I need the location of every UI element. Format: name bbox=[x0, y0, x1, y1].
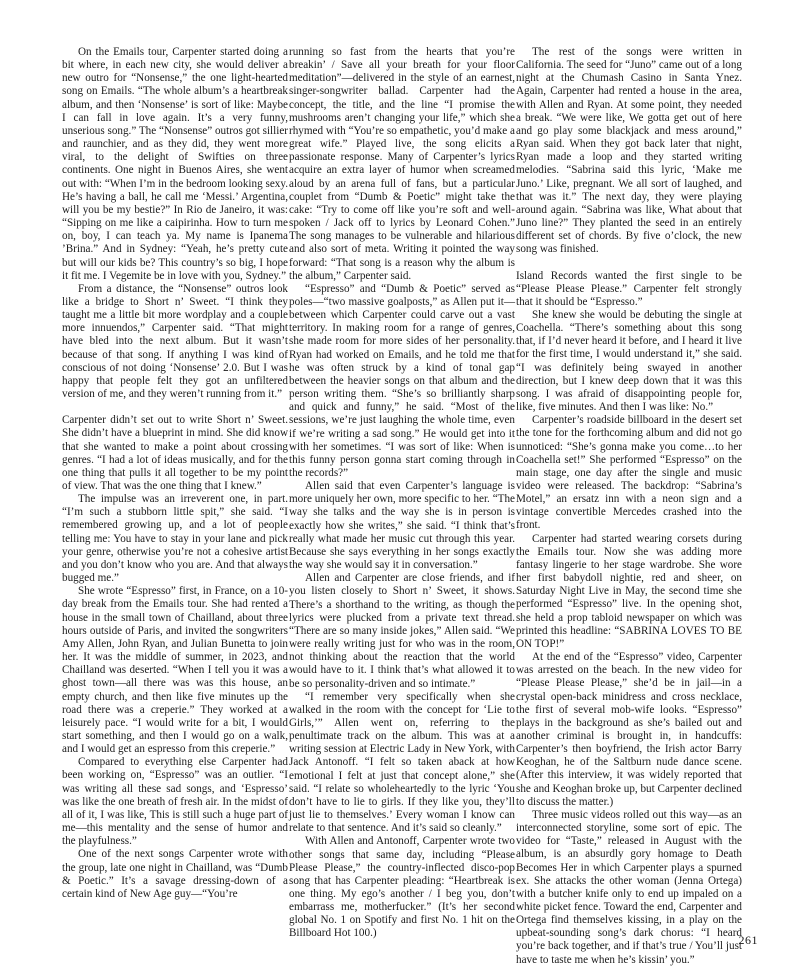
paragraph: The impulse was an irreverent one, in part. “I’m such a stubborn little spit,” she said. “I remembered growing up, and a lot of people telling me: You have to stay in your lane and pick your genre, otherwise you’re not a cohesive artist and you don’t know who you are. And that always bugged me.” bbox=[62, 493, 288, 585]
paragraph: “I remember very specifically when she walked in the room with the concept for ‘Lie to Girls,’” Allen went on, referring to the penultimate track on the album. This was at a writing session at Electric Lady in New York, with Jack Antonoff. “I felt so taken aback at how emotional I felt at just that concept alone,” she said. “I relate so wholeheartedly to the lyric ‘You don’t have to lie to girls. If they like you, they’ll just lie to themselves.’ Every woman I know can relate to that sentence. And it’s said so cleanly.” bbox=[289, 690, 515, 835]
paragraph: She wrote “Espresso” first, in France, on a 10-day break from the Emails tour. She had rented a house in the small town of Chailland, about three hours outside of Paris, and invited the songwriters Amy Allen, John Ryan, and Julian Bunetta to join her. It was the middle of summer, in 2023, and Chailland was deserted. “When I tell you it was a ghost town—all there was was this house, an empty church, and then like five minutes up the road there was a creperie.” They worked at a leisurely pace. “I would write for a bit, I would start something, and then I would go on a walk, and I would get an espresso from this creperie.” bbox=[62, 585, 288, 756]
paragraph: Island Records wanted the first single to be “Please Please Please.” Carpenter felt strongly that it should be “Espresso.” bbox=[516, 269, 742, 308]
page-number: 261 bbox=[738, 933, 758, 947]
paragraph: On the Emails tour, Carpenter started doing a bit where, in each new city, she would deliver a new outro for “Nonsense,” the one light-hearted song on Emails. “The whole album’s a heartbreak album, and then ‘Nonsense’ is sort of like: Maybe I can fall in love again. It’s a very funny, unserious song.” The “Nonsense” outros got sillier and raunchier, and as they did, they went more viral, to the delight of Swifties on three continents. One night in Buenos Aires, she went out with: “When I’m in the bedroom looking sexy. He’s having a ball, he call me ‘Messi.’ Argentina, will you be my bestie?” In Rio de Janeiro, it was: “Sipping on me like a caipirinha. How to turn me on, boy, I can teach ya. My name is Ipanema ’Brina.” And in Sydney: “Yeah, he’s pretty cute but will our kids be? This country’s so big, I hope it fit me. I Vegemite be in love with you, Sydney.” bbox=[62, 46, 288, 282]
paragraph: From a distance, the “Nonsense” outros look like a bridge to Short n’ Sweet. “I think they taught me a little bit more wordplay and a couple more innuendos,” Carpenter said. “That might have bled into the next album. But it wasn’t because of that song. If anything I was kind of conscious of not doing ‘Nonsense’ 2.0. But I was happy that people felt they got an unfiltered version of me, and they weren’t running from it.” bbox=[62, 282, 288, 401]
paragraph: The rest of the songs were written in California. The seed for “Juno” came out of a long night at the Chumash Casino in Santa Ynez. Again, Carpenter had rented a house in the area, with Allen and Ryan. At some point, they needed a break. “We were like, We gotta get out of here and go play some blackjack and mess around,” Ryan said. When they got back later that night, Ryan made a loop and they started writing melodies. “Sabrina said this lyric, ‘Make me Juno.’ Like, pregnant. We all sort of laughed, and that was it.” The next day, they were playing around again. “Sabrina was like, What about that Juno line?” They planted the seed in an entirely different set of chords. By five o’clock, the new song was finished. bbox=[516, 46, 742, 256]
paragraph: She knew she would be debuting the single at Coachella. “There’s something about this song that, if I’d never heard it before, and I heard it live for the first time, I would understand it,” she said. “I was definitely being swayed in another direction, but I knew deep down that it was this song. I was afraid of disappointing people for, like, five minutes. And then I was like: No.” bbox=[516, 308, 742, 414]
paragraph: running so fast from the hearts that you’re breakin’ / Save all your breath for your floor meditation”—delivered in the style of an earnest, singer-songwriter ballad. Carpenter had the concept, the title, and the line “I promise the mushrooms aren’t changing your life,” which she rhymed with “You’re so empathetic, you’d make a great wife.” Played live, the song elicits a passionate response. Many of Carpenter’s lyrics acquire an extra layer of humor when screamed aloud by an arena full of fans, but a particular couplet from “Dumb & Poetic” might take the cake: “Try to come off like you’re soft and well-spoken / Jack off to lyrics by Leonard Cohen.” The song manages to be vulnerable and hilarious and also sort of meta. Writing it pointed the way forward: “That song is a reason why the album is the album,” Carpenter said. bbox=[289, 46, 515, 282]
text-column-middle bbox=[289, 46, 515, 941]
paragraph: Carpenter’s roadside billboard in the desert set the tone for the forthcoming album and did not go unnoticed: “She’s gonna make you come…to her Coachella set!” She performed “Espresso” on the main stage, one day after the single and music video were released. The backdrop: “Sabrina’s Motel,” an ersatz inn with a neon sign and a vintage convertible Mercedes crashed into the front. bbox=[516, 414, 742, 532]
paragraph: Compared to everything else Carpenter had been working on, “Espresso” was an outlier. “I was writing all these sad songs, and ‘Espresso’ was like the one breath of fresh air. In the midst of all of it, I was like, This is still such a huge part of me—this mentality and the sense of humor and the playfulness.” bbox=[62, 756, 288, 848]
paragraph: “Espresso” and “Dumb & Poetic” served as poles—“two massive goalposts,” as Allen put it—between which Carpenter could carve out a vast territory. In making room for a range of genres, she made room for more sides of her personality. Ryan had worked on Emails, and he told me that he was often struck by a kind of tonal gap between the heavier songs on that album and the person writing them. “She’s so brilliantly sharp and quick and funny,” he said. “Most of the sessions, we’re just laughing the whole time, even if we’re writing a sad song.” He would get into it with her sometimes. “I was sort of like: When is this funny person gonna start coming through in the records?” bbox=[289, 282, 515, 479]
paragraph: With Allen and Antonoff, Carpenter wrote two other songs that same day, including “Please Please Please,” the country-inflected disco-pop song that has Carpenter pleading: “Heartbreak is one thing. My ego’s another / I beg you, don’t embarrass me, motherfucker.” (It’s her second global No. 1 on Spotify and first No. 1 hit on the Billboard Hot 100.) bbox=[289, 835, 515, 940]
paragraph: Allen and Carpenter are close friends, and if you listen closely to Short n’ Sweet, it shows. There’s a shorthand to the writing, as though the lyrics were plucked from a private text thread. “There are so many inside jokes,” Allen said. “We were really writing just for who was in the room, not thinking about the reaction that the world would have to it. I think that’s what allowed it to be so personality-driven and so intimate.” bbox=[289, 572, 515, 690]
paragraph: At the end of the “Espresso” video, Carpenter was arrested on the beach. In the new video for “Please Please Please,” she’d be in jail—in a crystal open-back minidress and cross necklace, the first of several mob-wife looks. “Espresso” plays in the background as she’s bailed out and another criminal is brought in, in handcuffs: Carpenter’s then boyfriend, the Irish actor Barry Keoghan, he of the Saltburn nude dance scene. (After this interview, it was widely reported that she and Keoghan broke up, but Carpenter declined to discuss the matter.) bbox=[516, 651, 742, 808]
paragraph: Three music videos rolled out this way—as an interconnected storyline, some sort of epic. The video for “Taste,” released in August with the album, is an absurdly gory homage to Death Becomes Her in which Carpenter plays a spurned ex. She attacks the other woman (Jenna Ortega) with a butcher knife only to end up impaled on a white picket fence. Toward the end, Carpenter and Ortega find themselves kissing, in a play on the upbeat-sounding song’s dark chorus: “I heard you’re back together, and if that’s true / You’ll just have to taste me when he’s kissin’ you.” bbox=[516, 808, 742, 966]
paragraph: Carpenter had started wearing corsets during the Emails tour. Now she was adding more fantasy lingerie to her stage wardrobe. She wore her first babydoll nightie, red and sheer, on Saturday Night Live in May, the second time she performed “Espresso” live. In the opening shot, she held a prop tabloid newspaper on which was printed this headline: “SABRINA LOVES TO BE ON TOP!” bbox=[516, 532, 742, 650]
text-column-left bbox=[62, 46, 288, 901]
paragraph: Allen said that even Carpenter’s language is more uniquely her own, more specific to her. “The way she talks and the way she is in person is exactly how she writes,” she said. “I think that’s really what made her music cut through this year. Because she says everything in her songs exactly the way she would say it in conversation.” bbox=[289, 480, 515, 572]
paragraph: One of the next songs Carpenter wrote with the group, late one night in Chailland, was “Dumb & Poetic.” It’s a savage dressing-down of a certain kind of New Age guy—“You’re bbox=[62, 848, 288, 900]
text-column-right bbox=[516, 46, 742, 967]
paragraph: Carpenter didn’t set out to write Short n’ Sweet. She didn’t have a blueprint in mind. She did know that she wanted to make a point about crossing genres. “I had a lot of ideas musically, and for the one thing that pulls it all together to be my point of view. That was the one thing that I knew.” bbox=[62, 414, 288, 492]
